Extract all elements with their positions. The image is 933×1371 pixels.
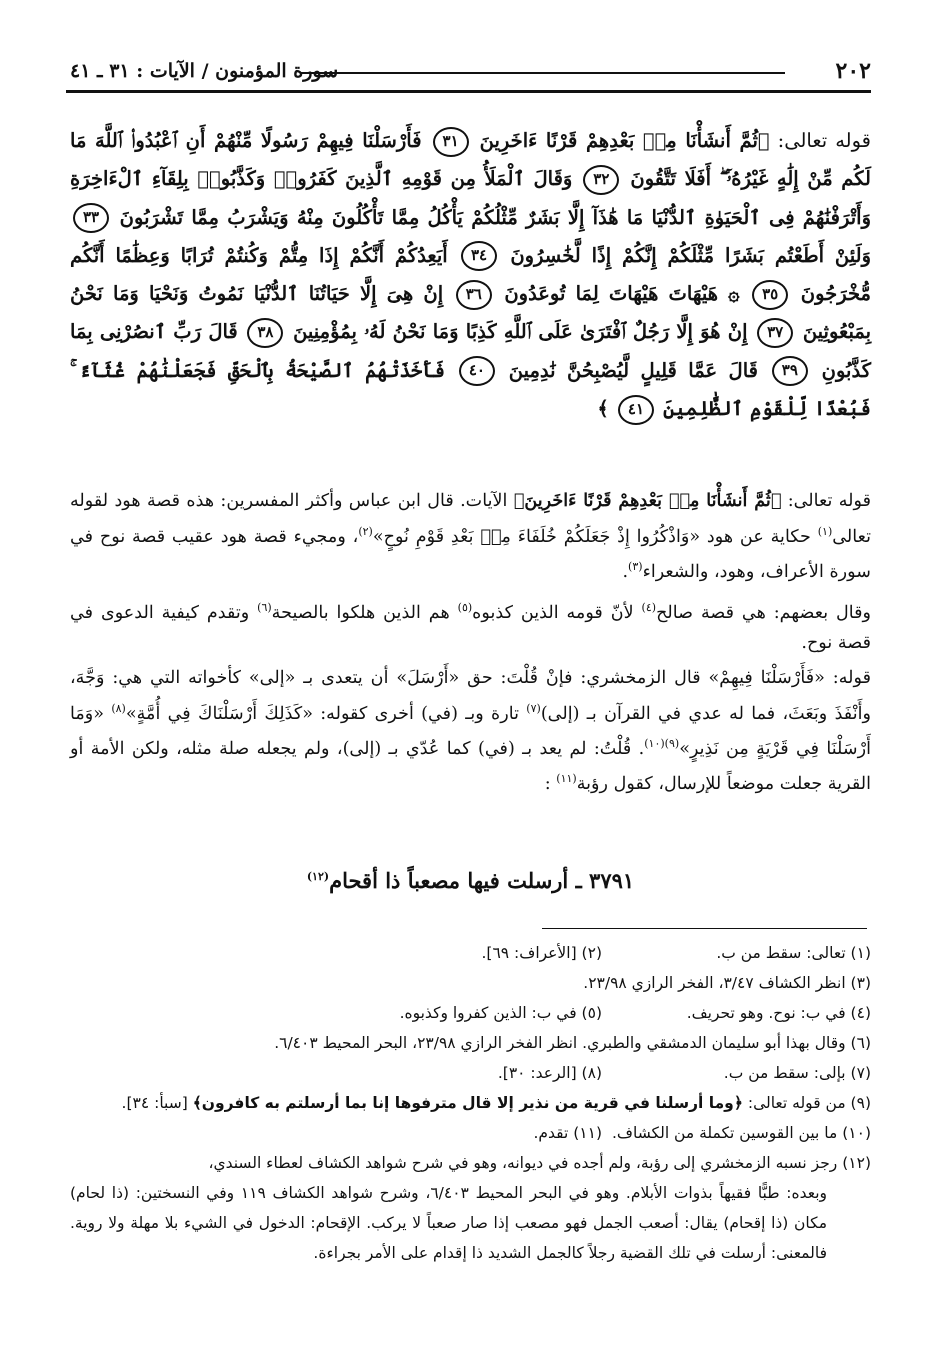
quran-verse-text: وَلَئِنْ أَطَعْتُم بَشَرًا مِّثْلَكُمْ إِنَّكُمْ إِذًا لَّخَٰسِرُونَ bbox=[510, 243, 872, 267]
ayah-marker: ٣٤ bbox=[461, 241, 497, 271]
quran-verse-text: قَالَ رَبِّ ٱنصُرْنِى بِمَا كَذَّبُونِ bbox=[70, 320, 871, 382]
cited-poetry-verse bbox=[70, 868, 871, 893]
header-dash bbox=[300, 72, 785, 74]
footnote: (٣) انظر الكشاف ٣/٤٧، الفخر الرازي ٢٣/٩٨. bbox=[583, 974, 871, 992]
ayah-marker: ٣٧ bbox=[757, 318, 793, 348]
quran-verse-text: إِنْ هِىَ إِلَّا حَيَاتُنَا ٱلدُّنْيَا نَمُوتُ وَنَحْيَا وَمَا نَحْنُ بِمَبْعُوثِينَ bbox=[70, 282, 872, 344]
commentary-text: قوله تعالى: bbox=[787, 491, 872, 511]
ayah-marker: ٣١ bbox=[433, 127, 469, 157]
footnote-text: وبعده: طبًّا فقيهاً بذوات الأبلام. وهو في البحر المحيط ٦/٤٠٣، وشرح شواهد الكشاف ١١٩ وفي النسختين: (ذا لحام) مكان (ذا إقحام) يقال: أصعب الجمل فهو مصعب إذا صار صعباً لا يركب. الإقحام: الدخول في الشيء بلا مهلة ولا روية. فالمعنى: أرسلت في تلك القضية رجلاً كالجمل الشديد ذا إقدام على الأمر بجراءة. bbox=[70, 1184, 827, 1262]
commentary-text: قوله: «فَأَرْسَلْنَا فِيهِمْ» قال الزمخشري: فإنْ قُلْتَ: حق «أَرْسَلَ» أن يتعدى بـ «إلى» كأخواته التي هي: وَجَّهَ، وأَنْفَذَ وبَعَثَ، فما له عدي في القرآن بـ (إلى) bbox=[70, 668, 871, 724]
footnote: (٧) بإلى: سقط من ب. bbox=[723, 1064, 871, 1082]
footnote-text: (٩) من قوله تعالى: bbox=[747, 1094, 871, 1112]
commentary-text: . bbox=[622, 561, 629, 582]
footnote-row bbox=[70, 1058, 871, 1088]
quran-verse-text: فَأَخَذَتْهُمُ ٱلصَّيْحَةُ بِٱلْحَقِّ فَجَعَلْنَٰهُمْ غُثَآءً ۚ فَبُعْدًا لِّلْقَوْمِ ٱلظَّٰلِمِينَ bbox=[70, 358, 871, 421]
commentary-text: «وَمَا أَرْسَلْنَا فِي قَرْيَةٍ مِن نَذِيرٍ» bbox=[70, 703, 871, 759]
commentary-text: لأنّ قومه الذين كذبوه bbox=[472, 603, 634, 624]
commentary-paragraph bbox=[70, 664, 871, 800]
commentary bbox=[70, 486, 871, 806]
quran-verse-text: فَأَرْسَلْنَا فِيهِمْ رَسُولًا مِّنْهُمْ أَنِ ٱعْبُدُوا۟ ٱللَّهَ مَا لَكُم مِّنْ إِلَٰهٍ غَيْرُهُۥٓ ۖ أَفَلَا تَتَّقُونَ bbox=[70, 129, 871, 191]
footnote-row bbox=[70, 938, 871, 968]
ayah-marker: ٣٨ bbox=[247, 318, 283, 348]
ayah-marker: ٣٢ bbox=[583, 165, 619, 195]
footnote-quoted-verse: ﴿وما أرسلنا في قرية من نذير إلا قال مترفوها إنا بما أرسلتم به كافرون﴾ bbox=[192, 1094, 743, 1112]
quran-verse-text: إِنْ هُوَ إِلَّا رَجُلٌ ٱفْتَرَىٰ عَلَى ٱللَّهِ كَذِبًا وَمَا نَحْنُ لَهُۥ بِمُؤْمِنِينَ bbox=[293, 320, 748, 344]
quran-passage bbox=[70, 122, 871, 428]
commentary-text: : bbox=[544, 774, 551, 795]
footnote-ref[interactable]: (١) bbox=[817, 524, 833, 538]
commentary-text: وتقدم كيفية الدعوى في قصة نوح. bbox=[70, 603, 871, 653]
commentary-paragraph bbox=[70, 593, 871, 658]
footnote: (٤) في ب: نوح. وهو تحريف. bbox=[686, 1004, 871, 1022]
quran-verse-text: قَالَ عَمَّا قَلِيلٍ لَّيُصْبِحُنَّ نَٰدِمِينَ bbox=[508, 358, 758, 382]
footnote: (٦) وقال بهذا أبو سليمان الدمشقي والطبري. انظر الفخر الرازي ٢٣/٩٨، البحر المحيط ٦/٤٠٣. bbox=[274, 1034, 871, 1052]
page-number: ٢٠٢ bbox=[835, 58, 871, 84]
footnote: (١٠) ما بين القوسين تكملة من الكشاف. bbox=[612, 1124, 871, 1142]
quran-close-bracket: ﴾ bbox=[597, 397, 609, 421]
ayah-marker: ٤١ bbox=[618, 395, 654, 425]
quran-verse-text: ﴿ثُمَّ أَنشَأْنَا مِنۢ بَعْدِهِمْ قَرْنًا ءَاخَرِينَ bbox=[479, 129, 770, 152]
footnote-row bbox=[70, 1118, 871, 1148]
footnote: (٨) [الرعد: ٣٠]. bbox=[497, 1064, 602, 1082]
footnote-ref[interactable]: (١٢) bbox=[306, 870, 330, 883]
footnote: (٢) [الأعراف: ٦٩]. bbox=[481, 944, 602, 962]
commentary-text: ، ومجيء قصة هود عقيب قصة نوح في سورة الأعراف، وهود، والشعراء bbox=[70, 526, 871, 582]
quran-verse-text: وَقَالَ ٱلْمَلَأُ مِن قَوْمِهِ ٱلَّذِينَ كَفَرُوا۟ وَكَذَّبُوا۟ بِلِقَآءِ ٱلْءَاخِرَةِ وَأَتْرَفْنَٰهُمْ فِى ٱلْحَيَوٰةِ ٱلدُّنْيَا مَا هَٰذَآ إِلَّا بَشَرٌ مِّثْلُكُمْ يَأْكُلُ مِمَّا تَأْكُلُونَ مِنْهُ وَيَشْرَبُ مِمَّا تَشْرَبُونَ bbox=[70, 167, 871, 229]
footnote-ref[interactable]: (٨) bbox=[111, 701, 126, 715]
commentary-paragraph bbox=[70, 486, 871, 587]
page-header bbox=[70, 58, 871, 88]
quoted-verse: ﴿ثُمَّ أَنشَأْنَا مِنۢ بَعْدِهِمْ قَرْنًا ءَاخَرِينَ﴾ bbox=[513, 490, 782, 511]
ayah-marker: ٣٥ bbox=[752, 280, 788, 310]
commentary-text: حكاية عن هود «وَاذْكُرُوا إِذْ جَعَلَكُمْ خُلَفَاءَ مِنۢ بَعْدِ قَوْمِ نُوحٍ» bbox=[372, 526, 811, 547]
footnote-ref[interactable]: (٦) bbox=[257, 601, 272, 615]
footnote bbox=[70, 1088, 871, 1118]
footnote-ref[interactable]: (٧) bbox=[526, 701, 541, 715]
ayah-marker: ٣٦ bbox=[456, 280, 492, 310]
footnotes bbox=[70, 938, 871, 1268]
commentary-text: وقال بعضهم: هي قصة صالح bbox=[656, 603, 872, 624]
footnote: (١١) تقدم. bbox=[533, 1124, 602, 1142]
footnote-text: [سبأ: ٣٤]. bbox=[121, 1094, 188, 1112]
quran-intro: قوله تعالى: bbox=[777, 129, 872, 152]
footnote-ref[interactable]: (١١) bbox=[556, 772, 577, 786]
header-rule bbox=[66, 90, 871, 93]
commentary-text: الآيات. قال ابن عباس وأكثر المفسرين: هذه قصة هود لقوله تعالى bbox=[70, 491, 872, 547]
footnote-ref[interactable]: (٩)(١٠) bbox=[644, 736, 680, 750]
ayah-marker: ٤٠ bbox=[459, 356, 495, 386]
footnote-text: (١٢) رجز نسبه الزمخشري إلى رؤبة، ولم أجده في ديوانه، وهو في شرح شواهد الكشاف لعطاء السندي، bbox=[208, 1154, 871, 1172]
footnote-ref[interactable]: (٤) bbox=[641, 601, 657, 615]
ayah-marker: ٣٣ bbox=[73, 203, 109, 233]
footnote-separator bbox=[542, 928, 867, 929]
verse-text: ٣٧٩١ ـ أرسلت فيها مصعباً ذا أقحام bbox=[329, 868, 635, 893]
commentary-text: . قُلْتُ: لم يعد بـ (في) كما عُدّي بـ (إلى)، ولم يجعله صلة مثله، ولكن الأمة أو القرية جعلت موضعاً للإرسال، كقول رؤبة bbox=[70, 738, 871, 795]
footnote-ref[interactable]: (٢) bbox=[358, 524, 373, 538]
footnote-ref[interactable]: (٣) bbox=[628, 559, 643, 573]
quran-verse-text: ۞ هَيْهَاتَ هَيْهَاتَ لِمَا تُوعَدُونَ bbox=[504, 282, 740, 306]
footnote: (٥) في ب: الذين كفروا وكذبوه. bbox=[399, 1004, 602, 1022]
commentary-text: هم الذين هلكوا بالصيحة bbox=[271, 603, 450, 624]
footnote-ref[interactable]: (٥) bbox=[457, 601, 473, 615]
quran-verse-text: أَيَعِدُكُمْ أَنَّكُمْ إِذَا مِتُّمْ وَكُنتُمْ تُرَابًا وَعِظَٰمًا أَنَّكُم مُّخْرَجُونَ bbox=[70, 243, 871, 306]
footnote: (١) تعالى: سقط من ب. bbox=[716, 944, 871, 962]
footnote bbox=[70, 1148, 871, 1268]
commentary-text: تارة وبـ (في) أخرى كقوله: «كَذَلِكَ أَرْسَلْنَاكَ فِي أُمَّةٍ» bbox=[125, 703, 520, 724]
footnote-row bbox=[70, 998, 871, 1028]
ayah-marker: ٣٩ bbox=[772, 356, 808, 386]
running-title: سورة المؤمنون / الآيات : ٣١ ـ ٤١ bbox=[70, 60, 339, 82]
